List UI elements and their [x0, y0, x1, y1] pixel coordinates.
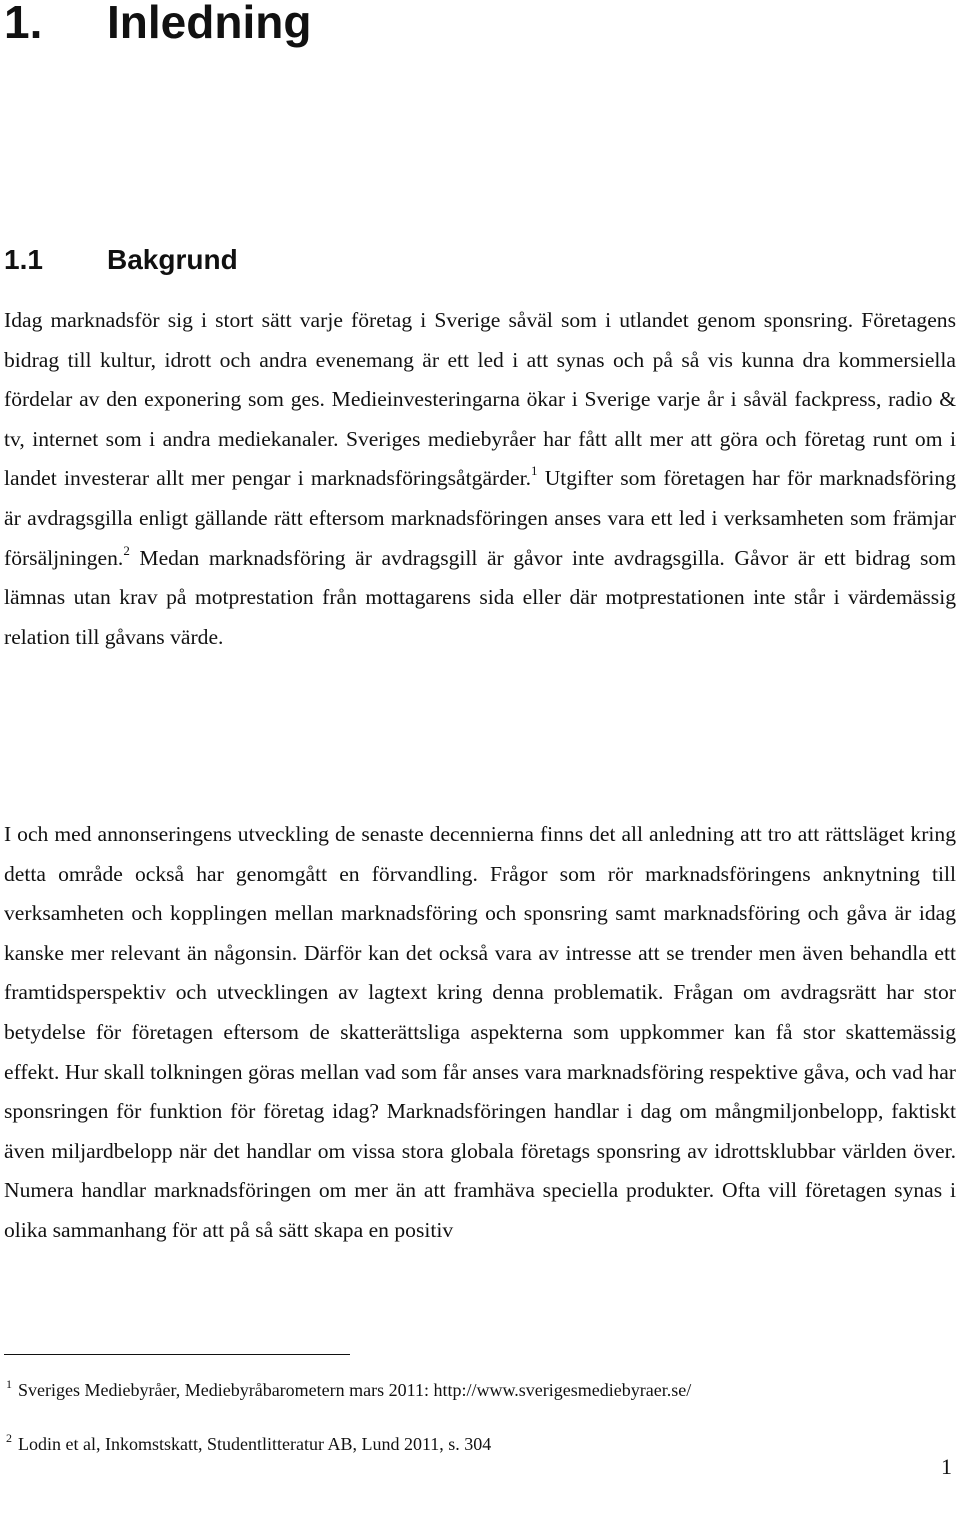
section-heading [4, 240, 238, 280]
section-title: Bakgrund [107, 244, 238, 275]
footnote-ref-2: 2 [123, 542, 130, 558]
footnote-2-mark: 2 [6, 1431, 12, 1445]
chapter-number: 1. [4, 0, 43, 48]
footnote-2-text: Lodin et al, Inkomstskatt, Studentlitteratur AB, Lund 2011, s. 304 [18, 1434, 492, 1454]
footnote-1-mark: 1 [6, 1377, 12, 1391]
paragraph-1-text-c: Medan marknadsföring är avdragsgill är gåvor inte avdragsgilla. Gåvor är ett bidrag som lämnas utan krav på motprestation från mottagarens sida eller där motprestationen inte står i värdemässig relation till gåvans värde. [4, 545, 956, 649]
chapter-heading [4, 0, 311, 50]
body-paragraph-1 [4, 301, 956, 657]
chapter-title: Inledning [107, 0, 312, 48]
page-number: 1 [941, 1454, 952, 1479]
footnote-1-text: Sveriges Mediebyråer, Mediebyråbarometern mars 2011: http://www.sverigesmediebyraer.se/ [18, 1380, 692, 1400]
paragraph-1-text-b: Utgifter som företagen har för marknadsföring är avdragsgilla enligt gällande rätt eftersom marknadsföringen anses vara ett led i verksamheten som främjar försäljningen. [4, 466, 956, 570]
footnote-2 [6, 1432, 491, 1458]
section-number: 1.1 [4, 244, 43, 275]
footnote-separator [4, 1354, 350, 1355]
footnote-ref-1: 1 [531, 463, 538, 479]
body-paragraph-2: I och med annonseringens utveckling de senaste decennierna finns det all anledning att tro att rättsläget kring detta område också har genomgått en förvandling. Frågor som rör marknadsföringens anknytning till verksamheten och kopplingen mellan marknadsföring och sponsring samt marknadsföring och gåva är idag kanske mer relevant än någonsin. Därför kan det också vara av intresse att se trender men även behandla ett framtidsperspektiv och utvecklingen av lagtext kring denna problematik. Frågan om avdragsrätt har stor betydelse för företagen eftersom de skatterättsliga aspekterna som uppkommer kan få stor skattemässig effekt. Hur skall tolkningen göras mellan vad som får anses vara marknadsföring respektive gåva, och vad har sponsringen för funktion för företag idag? Marknadsföringen handlar i dag om mångmiljonbelopp, faktiskt även miljardbelopp när det handlar om vissa stora globala företags sponsring av idrottsklubbar världen över. Numera handlar marknadsföringen om mer än att framhäva speciella produkter. Ofta vill företagen synas i olika sammanhang för att på så sätt skapa en positiv [4, 822, 956, 1242]
footnote-1 [6, 1378, 691, 1404]
paragraph-1-text-a: Idag marknadsför sig i stort sätt varje företag i Sverige såväl som i utlandet genom sponsring. Företagens bidrag till kultur, idrott och andra evenemang är ett led i att synas och på så vis kunna dra kommersiella fördelar av den exponering som ges. Medieinvesteringarna ökar i Sverige varje år i såväl fackpress, radio & tv, internet som i andra mediekanaler. Sveriges mediebyråer har fått allt mer att göra och företag runt om i landet investerar allt mer pengar i marknadsföringsåtgärder. [4, 308, 956, 491]
